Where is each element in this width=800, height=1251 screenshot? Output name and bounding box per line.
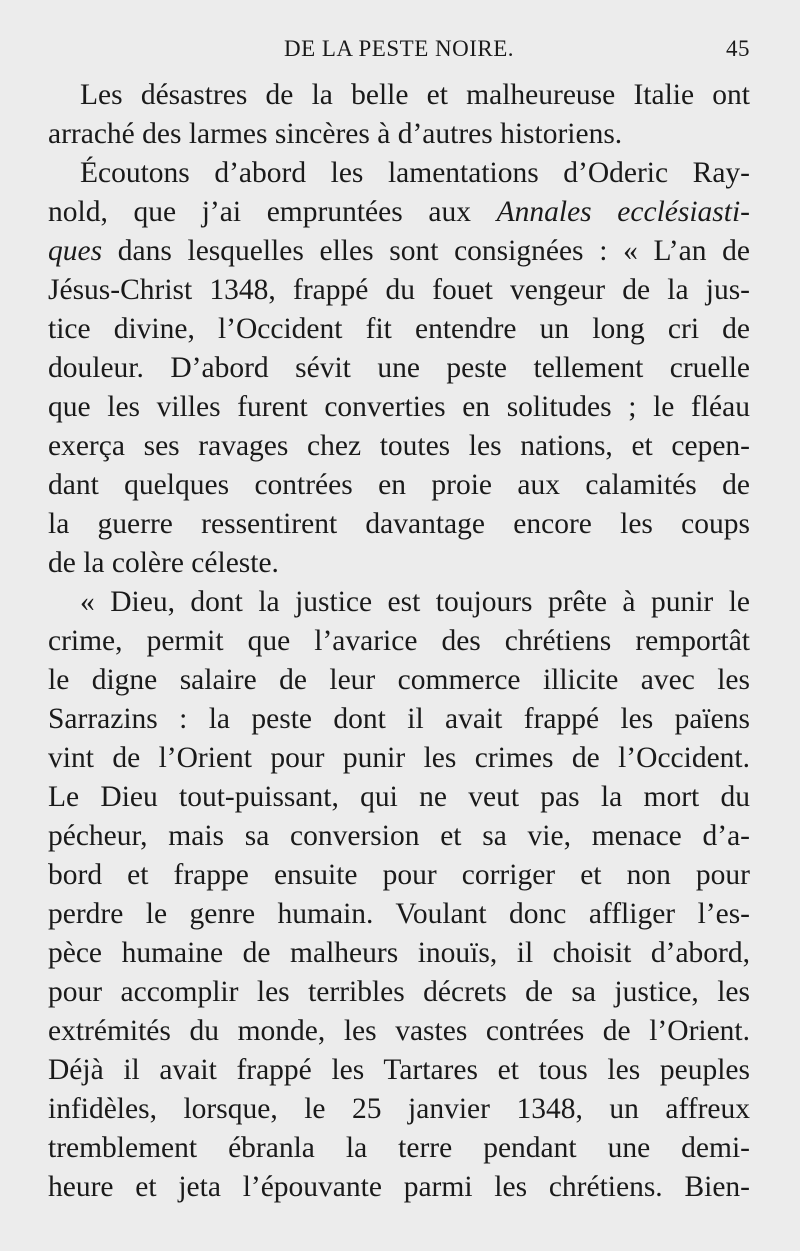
- line-text: que les villes furent converties en solitudes ; le fléau: [48, 391, 750, 423]
- line-text: dant quelques contrées en proie aux calamités de: [48, 469, 750, 501]
- line-text: pécheur, mais sa conversion et sa vie, menace d’a-: [48, 820, 750, 852]
- text-line: [48, 271, 750, 310]
- text-line: [48, 622, 750, 661]
- text-line: [48, 505, 750, 544]
- text-line: [48, 1051, 750, 1090]
- text-line: [48, 232, 750, 271]
- line-text: Les désastres de la belle et malheureuse Italie ont: [80, 79, 750, 111]
- line-text: pèce humaine de malheurs inouïs, il choisit d’abord,: [48, 937, 750, 969]
- text-line: [48, 739, 750, 778]
- text-line: [48, 466, 750, 505]
- text-line: [48, 817, 750, 856]
- text-line: [48, 154, 750, 193]
- line-text: tice divine, l’Occident fit entendre un long cri de: [48, 313, 750, 345]
- line-text: Déjà il avait frappé les Tartares et tous les peuples: [48, 1054, 750, 1086]
- text-line: [48, 349, 750, 388]
- text-line: [48, 700, 750, 739]
- line-text: infidèles, lorsque, le 25 janvier 1348, un affreux: [48, 1093, 750, 1125]
- line-text: la guerre ressentirent davantage encore les coups: [48, 508, 750, 540]
- text-line: [48, 76, 750, 115]
- line-text: Jésus-Christ 1348, frappé du fouet vengeur de la jus-: [48, 274, 750, 306]
- line-text: douleur. D’abord sévit une peste tellement cruelle: [48, 352, 750, 384]
- line-text: crime, permit que l’avarice des chrétiens remportât: [48, 625, 750, 657]
- body-text: [48, 76, 750, 1207]
- line-text: Le Dieu tout-puissant, qui ne veut pas la mort du: [48, 781, 750, 813]
- text-line: [48, 934, 750, 973]
- line-text: nold, que j’ai empruntées aux: [48, 196, 497, 228]
- text-line: [48, 115, 750, 154]
- text-line: [48, 193, 750, 232]
- text-line: [48, 1012, 750, 1051]
- line-text: Sarrazins : la peste dont il avait frappé les païens: [48, 703, 750, 735]
- line-text: « Dieu, dont la justice est toujours prête à punir le: [80, 586, 750, 618]
- line-text: le digne salaire de leur commerce illicite avec les: [48, 664, 750, 696]
- text-line: [48, 973, 750, 1012]
- italic-text: Annales ecclésiasti-: [496, 196, 751, 228]
- line-text: Écoutons d’abord les lamentations d’Oderic Ray-: [80, 157, 750, 189]
- text-line: [48, 778, 750, 817]
- text-line: [48, 388, 750, 427]
- line-text: pour accomplir les terribles décrets de sa justice, les: [48, 976, 750, 1008]
- page-header: [48, 30, 750, 70]
- text-line: [48, 1090, 750, 1129]
- text-line: [48, 661, 750, 700]
- line-text: exerça ses ravages chez toutes les nations, et cepen-: [48, 430, 750, 462]
- page-number: 45: [726, 36, 750, 61]
- running-title: DE LA PESTE NOIRE.: [283, 36, 515, 61]
- text-line: [48, 895, 750, 934]
- text-line: [48, 427, 750, 466]
- line-text: vint de l’Orient pour punir les crimes de l’Occident.: [48, 742, 750, 774]
- text-line: [48, 1129, 750, 1168]
- line-text: extrémités du monde, les vastes contrées de l’Orient.: [48, 1015, 750, 1047]
- line-text: bord et frappe ensuite pour corriger et non pour: [48, 859, 750, 891]
- line-text: tremblement ébranla la terre pendant une demi-: [48, 1132, 750, 1164]
- italic-text: ques: [48, 235, 103, 267]
- text-line: [48, 583, 750, 622]
- line-text: dans lesquelles elles sont consignées : « L’an de: [102, 235, 750, 267]
- line-text: heure et jeta l’épouvante parmi les chrétiens. Bien-: [48, 1171, 750, 1203]
- line-text: arraché des larmes sincères à d’autres historiens.: [48, 118, 623, 150]
- text-line: [48, 544, 750, 583]
- text-line: [48, 1168, 750, 1207]
- text-line: [48, 310, 750, 349]
- text-line: [48, 856, 750, 895]
- line-text: perdre le genre humain. Voulant donc affliger l’es-: [48, 898, 750, 930]
- line-text: de la colère céleste.: [48, 547, 279, 579]
